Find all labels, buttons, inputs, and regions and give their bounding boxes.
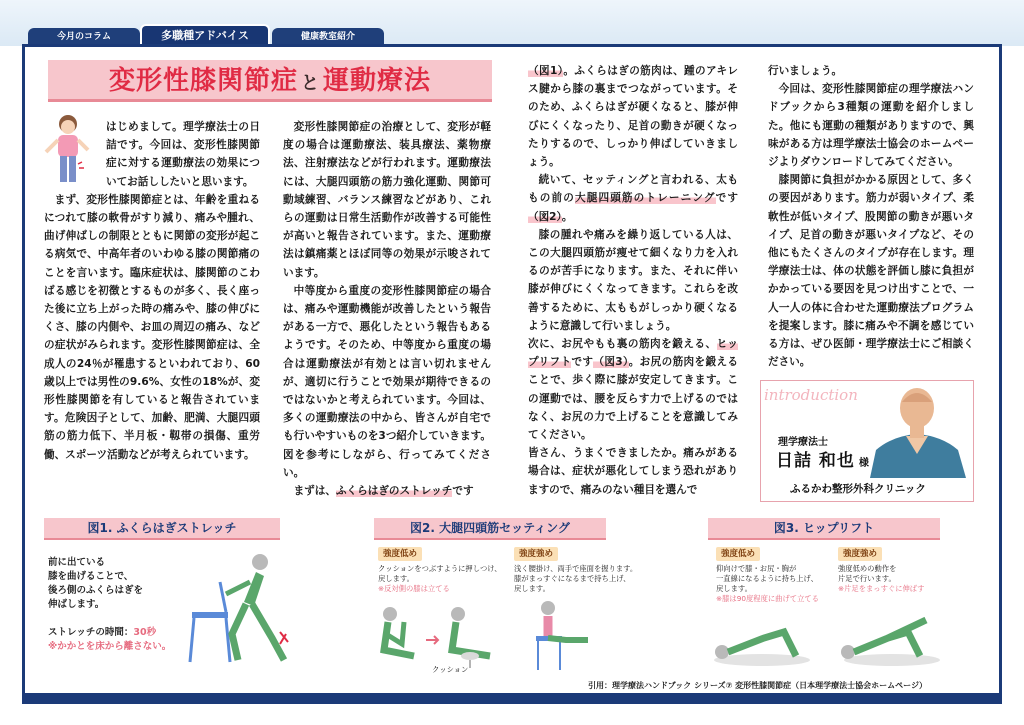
causes-paragraph: 膝関節に負担がかかる原因として、多くの要因があります。筋力が弱いタイプ、柔軟性が低いタイプ、股関節の動きが悪いタイプ、足首の動きが悪いタイプなど、その他にもたくさんのタイプが存在します。理学療法士は、体の状態を評価し膝に負担がかかっている要因を見つけ出すことで、一人一人の体に合わせた運動療法プログラムを提案します。膝に痛みや不調を感じている方は、ぜひ医師・理学療法士にご相談ください。 bbox=[768, 174, 974, 369]
fig2-high-description bbox=[514, 564, 654, 594]
bottom-bar bbox=[22, 694, 1002, 704]
quadriceps-highlight: 大腿四頭筋のトレーニング bbox=[574, 192, 716, 205]
calf-stretch-illustration bbox=[180, 542, 300, 672]
article-title bbox=[48, 60, 492, 102]
tab-health-class[interactable]: 健康教室紹介 bbox=[272, 28, 384, 46]
fig3-low-description bbox=[716, 564, 846, 604]
fig3-low-line-2: 一直線になるように持ち上げ、 bbox=[716, 574, 818, 583]
fig1-line-4: 伸ばします。 bbox=[48, 599, 105, 610]
column-4 bbox=[768, 62, 974, 371]
intro-paragraph: はじめまして。理学療法士の日詰です。今回は、変形性膝関節症に対する運動療法の効果についてお話ししたいと思います。 bbox=[106, 121, 260, 188]
seated-knee-extension-illustration bbox=[530, 600, 602, 672]
calf-explanation-text: 。ふくらはぎの筋肉は、踵のアキレス腱から膝の裏までつながっています。そのため、ふくらはぎが硬くなると、膝が伸びにくくなったり、足首の動きが硬くなったりするので、しっかり伸ばしていきましょう。 bbox=[528, 65, 739, 169]
citation: 引用：理学療法ハンドブック シリーズ⑦ 変形性膝関節症（日本理学療法士協会ホームページ） bbox=[588, 681, 927, 690]
fig3-high-description bbox=[838, 564, 948, 594]
quadriceps-detail-paragraph: 膝の腫れや痛みを繰り返している人は、この大腿四頭筋が痩せて細くなり力を入れるのが苦手になります。また、それに伴い膝が伸びにくくなってきます。これらを改善するために、太ももがしっかり硬くなるように意識して行いましょう。 bbox=[528, 228, 738, 332]
quadriceps-pre: 続いて、セッティングと言われる、太ももの前の bbox=[528, 174, 738, 205]
first-exercise-post: です bbox=[452, 485, 474, 498]
doctor-photo bbox=[862, 378, 972, 478]
fig2-high-line-1: 浅く腰掛け、両手で座面を握ります。 bbox=[514, 564, 638, 573]
fig2-low-note: ※反対側の膝は立てる bbox=[378, 584, 450, 593]
fig2-low-intensity-badge: 強度低め bbox=[378, 547, 422, 561]
fig1-reference: （図1） bbox=[528, 65, 564, 77]
handbook-paragraph: 今回は、変形性膝関節症の理学療法ハンドブックから3種類の運動を紹介しました。他にも運動の種類がありますので、興味がある方は理学療法士協会のホームページよりダウンロードしてみてください。 bbox=[768, 83, 974, 169]
calf-stretch-highlight: ふくらはぎのストレッチ bbox=[335, 485, 453, 498]
author-name: 日詰 和也 bbox=[776, 451, 855, 471]
moderate-case-paragraph: 中等度から重度の変形性膝関節症の場合は、痛みや運動機能が改善したという報告がある一方で、悪化したという報告もあるようです。そのため、中等度から重度の場合は運動療法が有効とは言い切れませんが、適切に行うことで効果が期待できるのではないかと考えられています。今回は、多くの運動療法の中から、皆さんが自宅でも行いやすいものを3つ紹介していきます。図を参考にしながら、行ってみてください。 bbox=[283, 284, 491, 479]
column-2 bbox=[283, 118, 491, 500]
fig3-high-line-1: 強度低めの動作を bbox=[838, 564, 897, 573]
fig2-high-intensity-badge: 強度強め bbox=[514, 547, 558, 561]
fig2-high-line-2: 膝がまっすぐになるまで持ち上げ、 bbox=[514, 574, 631, 583]
fig2-low-line-1: クッションをつぶすように押しつけ、 bbox=[378, 564, 502, 573]
column-3 bbox=[528, 62, 738, 499]
column-1 bbox=[44, 118, 260, 464]
fig1-note: ※かかとを床から離さない。 bbox=[48, 641, 172, 652]
fig1-title: 図1. ふくらはぎストレッチ bbox=[44, 518, 280, 540]
hip-lift-mid: です bbox=[571, 356, 594, 369]
fig3-title: 図3. ヒップリフト bbox=[708, 518, 940, 540]
fig3-high-line-2: 片足で行います。 bbox=[838, 574, 896, 583]
treatment-paragraph: 変形性膝関節症の治療として、変形が軽度の場合は運動療法、装具療法、薬物療法、注射療法などが行われます。運動療法には、大腿四頭筋の筋力強化運動、関節可動域練習、バランス練習などがあり、これらの運動は日常生活動作が改善する可能性が高いと報告されています。また、運動療法は鎮痛薬とほぼ同等の効果が示唆されています。 bbox=[283, 121, 491, 279]
fig2-reference: （図2） bbox=[528, 210, 562, 223]
hip-lift-illustration bbox=[712, 612, 942, 670]
fig3-low-line-1: 仰向けで膝・お尻・胸が bbox=[716, 564, 797, 573]
quadriceps-paragraph bbox=[528, 171, 738, 226]
quadriceps-post: です bbox=[715, 192, 738, 205]
fig2-low-line-2: 戻します。 bbox=[378, 574, 414, 583]
introduction-heading: introduction bbox=[764, 386, 858, 404]
title-connector: と bbox=[301, 73, 320, 94]
hip-lift-post: 。お尻の筋肉を鍛えることで、歩く際に膝が安定してきます。この運動では、腰を反らす力で上げるのではなく、お尻の力で上げることを意識してみてください。 bbox=[528, 356, 739, 442]
fig1-time-value: 30秒 bbox=[133, 627, 157, 638]
fig1-line-3: 後ろ側のふくらはぎを bbox=[48, 585, 144, 596]
fig3-high-intensity-badge: 強度強め bbox=[838, 547, 882, 561]
hip-lift-paragraph bbox=[528, 335, 738, 444]
fig2-low-description bbox=[378, 564, 513, 594]
fig3-low-note: ※膝は90度程度に曲げて立てる bbox=[716, 594, 819, 603]
fig1-line-1: 前に出ている bbox=[48, 557, 106, 568]
quad-setting-illustration bbox=[374, 600, 504, 672]
fig1-time bbox=[48, 626, 188, 640]
fig3-high-note: ※片足をまっすぐに伸ばす bbox=[838, 584, 925, 593]
hip-lift-pre: 次に、お尻やもも裏の筋肉を鍛える、 bbox=[528, 338, 717, 351]
calf-explanation-paragraph bbox=[528, 62, 738, 171]
quadriceps-end: 。 bbox=[561, 210, 573, 223]
fig3-low-intensity-badge: 強度低め bbox=[716, 547, 760, 561]
fig1-time-label: ストレッチの時間： bbox=[48, 627, 134, 638]
fig1-description bbox=[48, 556, 188, 654]
fig1-line-2: 膝を曲げることで、 bbox=[48, 571, 134, 582]
fig2-high-line-3: 戻します。 bbox=[514, 584, 550, 593]
fig2-title: 図2. 大腿四頭筋セッティング bbox=[374, 518, 606, 540]
fig3-reference: （図3） bbox=[593, 356, 629, 369]
author-role: 理学療法士 bbox=[778, 437, 828, 448]
tab-multidisciplinary-advice[interactable]: 多職種アドバイス bbox=[140, 24, 270, 46]
author-honorific: 様 bbox=[858, 458, 870, 469]
hip-lift-highlight: ヒップリフト bbox=[528, 338, 738, 369]
title-part1: 変形性膝関節症 bbox=[108, 66, 298, 96]
fig3-low-line-3: 戻します。 bbox=[716, 584, 752, 593]
first-exercise-pre: まずは、 bbox=[293, 485, 336, 498]
tab-monthly-column[interactable]: 今月のコラム bbox=[28, 28, 140, 46]
definition-paragraph: まず、変形性膝関節症とは、年齢を重ねるにつれて膝の軟骨がすり減り、痛みや腫れ、曲げ伸ばしの制限とともに関節の変形が起こる病気で、中高年者のいわゆる膝の関節痛のことを言います。臨床症状は、膝関節のこわばる感じを初徴とするものが多く、長く座った後に立ち上がった時の痛みや、膝の伸びにくさ、膝の内側や、お皿の周辺の痛み、などの症状がみられます。変形性膝関節症は、全成人の24％が罹患するといわれており、60歳以上では男性の9.6%、女性の18%が、変形性膝関節を有していると報告されています。危険因子として、加齢、肥満、大腿四頭筋の筋力低下、半月板・靱帯の損傷、重労働、スポーツ活動などが考えられています。 bbox=[44, 193, 260, 461]
author-clinic: ふるかわ整形外科クリニック bbox=[790, 483, 926, 495]
first-exercise-paragraph bbox=[283, 482, 491, 500]
continuation-text: 行いましょう。 bbox=[768, 65, 843, 77]
caution-paragraph: 皆さん、うまくできましたか。痛みがある場合は、症状が悪化してしまう恐れがありますので、痛みのない種目を選んで bbox=[528, 447, 738, 496]
author-name-line bbox=[776, 446, 870, 471]
title-part2: 運動療法 bbox=[323, 66, 432, 96]
cushion-label: クッション bbox=[432, 665, 469, 674]
